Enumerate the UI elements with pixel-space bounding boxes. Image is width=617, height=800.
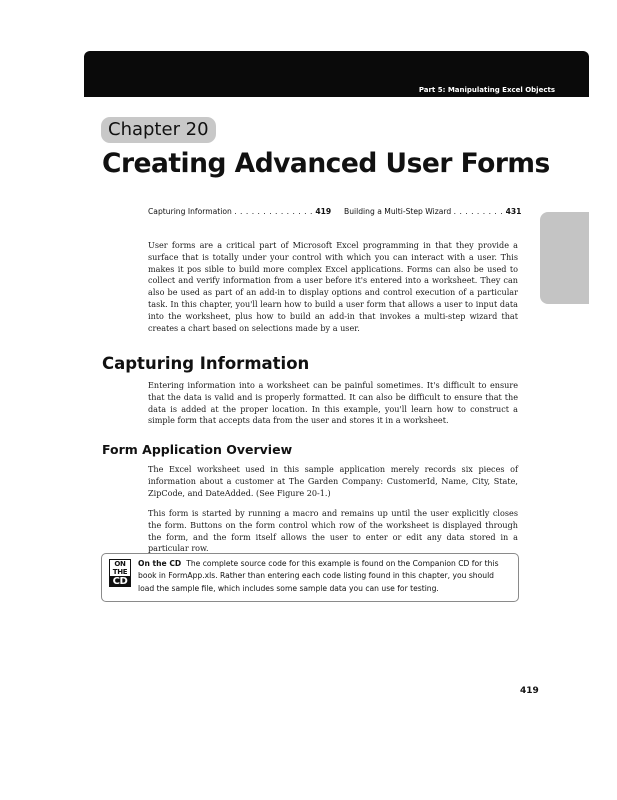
toc-entry-page: 419 — [315, 207, 332, 216]
body-paragraph: This form is started by running a macro and remains up until the user explicitly closes the form. Buttons on the form control which row of the worksheet is displayed through the form, and the form itself allows the user to enter or edit any data stored in a particular row. — [148, 508, 518, 554]
note-body — [138, 558, 510, 595]
cd-icon-top: ON THE — [109, 559, 131, 576]
section-thumb-tab — [540, 212, 589, 304]
running-header-bar — [84, 51, 589, 97]
cd-icon-bottom: CD — [109, 576, 131, 587]
toc-entry-title: Building a Multi-Step Wizard — [344, 207, 452, 216]
note-label: On the CD — [138, 559, 182, 568]
section-heading: Capturing Information — [102, 354, 310, 373]
toc-entry-title: Capturing Information — [148, 207, 232, 216]
toc-entry[interactable] — [148, 207, 331, 216]
toc-entry[interactable] — [344, 207, 521, 216]
body-paragraph: The Excel worksheet used in this sample application merely records six pieces of information about a customer at The Garden Company: CustomerId, Name, City, State, ZipCode, and DateAdded. (See Figure 20-1.) — [148, 464, 518, 498]
toc-leader: . . . . . . . . . — [453, 207, 504, 216]
section-paragraph: Entering information into a worksheet can be painful sometimes. It's difficult to ensure that the data is valid and is properly formatted. It can also be difficult to ensure that the data is added at the proper location. In this example, you'll learn how to construct a simple form that accepts data from the user and stores it in a worksheet. — [148, 380, 518, 426]
chapter-label: Chapter 20 — [101, 117, 216, 143]
chapter-title: Creating Advanced User Forms — [102, 148, 550, 179]
on-the-cd-note — [101, 553, 519, 602]
cd-icon — [109, 559, 131, 587]
intro-paragraph: User forms are a critical part of Microsoft Excel programming in that they provide a surface that is totally under your control with which you can interact with a user. This makes it pos sible to build more complex Excel applications. Forms can also be used to collect and verify information from a user before it's entered into a worksheet. They can also be used as part of an add-in to display options and control execution of a particular task. In this chapter, you'll learn how to build a user form that allows a user to input data into the worksheet, plus how to build an add-in that invokes a multi-step wizard that creates a chart based on selections made by a user. — [148, 240, 518, 333]
toc-leader: . . . . . . . . . . . . . . — [234, 207, 313, 216]
page-number: 419 — [520, 686, 539, 696]
part-label: Part 5: Manipulating Excel Objects — [418, 86, 555, 94]
toc-entry-page: 431 — [505, 207, 522, 216]
subsection-heading: Form Application Overview — [102, 442, 293, 457]
note-text: The complete source code for this example is found on the Companion CD for this book in FormApp.xls. Rather than entering each code listing found in this chapter, you should load the sample file, which includes some sample data you can use for testing. — [138, 559, 499, 593]
